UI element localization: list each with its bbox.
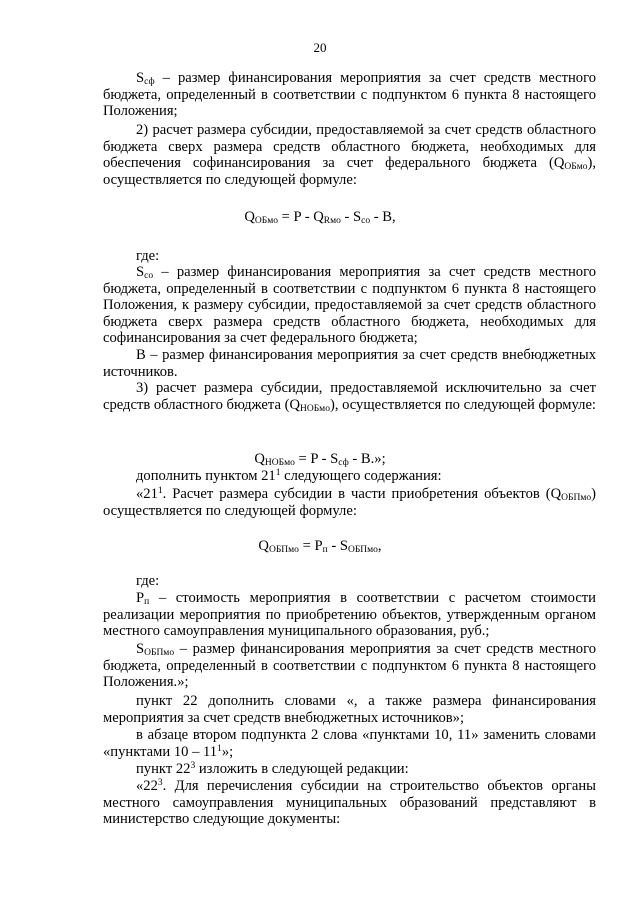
paragraph-s-so: $S_{со}$ – размер финансирования мероприятия за счет средств местного бюджета, определенный в соответствии с подпунктом 6 пункта 8 настоящего Положения, к размеру субсидии, предоставляемой за счет средств областного бюджета сверх размера средств областного бюджета, необходимых для софинансирования за счет федерального бюджета; — [103, 264, 596, 347]
paragraph-item-3: 3) расчет размера субсидии, предоставляемой исключительно за счет средств областного бюджета $(Q_{НОБмо})$, осуществляется по следующей формуле: — [103, 380, 596, 414]
formula-q-obmo: $Q_{ОБмо} = P - Q_{Rмо} - S_{со} - B$, — [244, 209, 396, 226]
paragraph-subparagraph-2: в абзаце втором подпункта 2 слова «пунктами 10, 11» заменить словами «пунктами $10 - 11^1$»; — [103, 727, 596, 760]
where-label-1: где: — [136, 248, 160, 264]
formula-q-obpmo: $Q_{ОБПмо} = P_п - S_{ОБПмо}$, — [258, 538, 382, 555]
paragraph-item-2: 2) расчет размера субсидии, предоставляемой за счет средств областного бюджета сверх размера средств областного бюджета, необходимых для обеспечения софинансирования за счет федерального бюджета $(Q_{ОБмо})$, осуществляется по следующей формуле: — [103, 122, 596, 188]
where-label-2: где: — [136, 573, 160, 589]
paragraph-22-3: «$22^3$. Для перечисления субсидии на строительство объектов органы местного самоуправления муниципальных образований представляют в министерство следующие документы: — [103, 778, 596, 828]
paragraph-add-21-1: дополнить пунктом $21^1$ следующего содержания: — [136, 468, 442, 484]
paragraph-21-1: «$21^1$. Расчет размера субсидии в части приобретения объектов $(Q_{ОБПмо})$ осуществляется по следующей формуле: — [103, 486, 596, 519]
page-number: 20 — [313, 40, 327, 55]
paragraph-pp: $P_п$ – стоимость мероприятия в соответствии с расчетом стоимости реализации мероприятия по приобретению объектов, утвержденным органом местного самоуправления муниципального образования, руб.; — [103, 590, 596, 640]
formula-q-nobmo: $Q_{НОБмо} = P - S_{сф} - B$.»; — [254, 451, 386, 468]
paragraph-s-obpmo: $S_{ОБПмо}$ – размер финансирования мероприятия за счет средств местного бюджета, определенный в соответствии с подпунктом 6 пункта 8 настоящего Положения.»; — [103, 641, 596, 691]
paragraph-s-sf: $S_{сф}$ – размер финансирования мероприятия за счет средств местного бюджета, определенный в соответствии с подпунктом 6 пункта 8 настоящего Положения; — [103, 70, 596, 120]
paragraph-b: B – размер финансирования мероприятия за счет средств внебюджетных источников. — [103, 347, 596, 380]
paragraph-22: пункт 22 дополнить словами «, а также размера финансирования мероприятия за счет средств внебюджетных источников»; — [103, 693, 596, 726]
paragraph-22-3-intro: пункт $22^3$ изложить в следующей редакции: — [136, 761, 409, 777]
